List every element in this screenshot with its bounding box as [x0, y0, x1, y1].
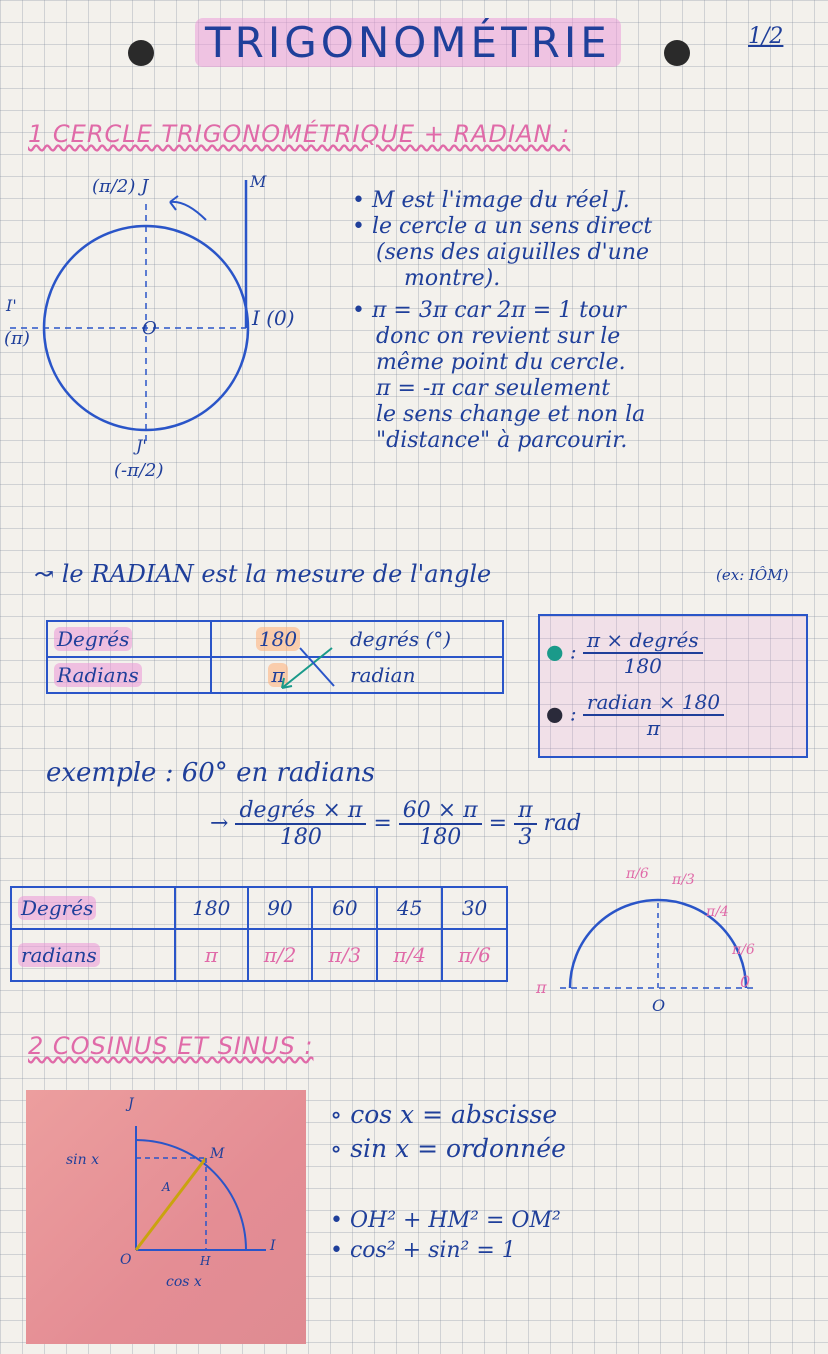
label-top-j: (π/2) J	[92, 176, 149, 197]
diagram-label-sin: sin x	[66, 1152, 100, 1168]
example-calculation: → $\frac{\text{degrés × π}}{180}$ = $\frac{60 \times \pi}{180}$ = $\frac{\pi}{3}$ rad	[210, 798, 582, 850]
page-title: TRIGONOMÉTRIE	[195, 18, 621, 67]
example-f2-num: 60 × π	[399, 798, 482, 825]
note-line: • M est l'image du réel J.	[352, 188, 630, 213]
formula2-numerator: radian × 180	[583, 690, 724, 716]
trig-circle-diagram	[0, 170, 340, 500]
semi-label-pi3: π/3	[672, 872, 695, 888]
section2-identities	[330, 1206, 561, 1266]
note-line: même point du cercle.	[376, 350, 626, 375]
degrees-unit: degrés (°)	[344, 621, 503, 657]
cos-sin-sticky-note	[26, 1090, 306, 1344]
formula1-numerator: π × degrés	[583, 628, 703, 654]
section2-title: 2 COSINUS ET SINUS :	[28, 1032, 314, 1060]
formula-box	[538, 614, 808, 758]
radians-label: Radians	[54, 663, 142, 687]
diagram-label-j: J	[128, 1096, 134, 1112]
diagram-label-m: M	[210, 1146, 225, 1162]
formula1-prefix: :	[569, 639, 577, 664]
pythagoras-identity: • OH² + HM² = OM²	[330, 1208, 561, 1233]
radian-cell: π/3	[312, 929, 377, 981]
radian-cell: π/2	[248, 929, 313, 981]
example-f3-den: 3	[518, 825, 533, 850]
degree-cell: 90	[248, 887, 313, 929]
section1-title: 1 CERCLE TRIGONOMÉTRIQUE + RADIAN :	[28, 120, 571, 148]
radian-cell: π/4	[377, 929, 442, 981]
note-line: "distance" à parcourir.	[376, 428, 628, 453]
cos-note: ∘ cos x = abscisse	[330, 1100, 558, 1129]
radian-cell: π/6	[442, 929, 507, 981]
formula2-prefix: :	[569, 701, 577, 726]
note-line: • π = 3π car 2π = 1 tour	[352, 298, 626, 323]
radians-value: π	[268, 663, 287, 687]
degrees-label: Degrés	[54, 627, 132, 651]
values-degrees-label: Degrés	[18, 896, 96, 920]
values-radians-label: radians	[18, 943, 100, 967]
radians-unit: radian	[344, 657, 503, 693]
label-left-pi: (π)	[4, 328, 30, 349]
degree-cell: 45	[377, 887, 442, 929]
semi-label-pi: π	[536, 978, 547, 997]
bullet-dot-left-icon	[128, 40, 154, 66]
note-line: le sens change et non la	[376, 402, 646, 427]
diagram-label-i: I	[270, 1238, 276, 1254]
diagram-label-cos: cos x	[166, 1274, 202, 1290]
degrees-value: 180	[256, 627, 300, 651]
semi-label-pi6a: π/6	[626, 866, 649, 882]
bullet-dot-right-icon	[664, 40, 690, 66]
diagram-label-h: H	[200, 1254, 211, 1268]
note-line: montre).	[404, 266, 501, 291]
example-f3-num: π	[514, 798, 536, 825]
degree-cell: 30	[442, 887, 507, 929]
degree-cell: 60	[312, 887, 377, 929]
semi-label-zero: 0	[740, 972, 751, 991]
note-line: (sens des aiguilles d'une	[376, 240, 650, 265]
label-left-i: I'	[6, 296, 17, 315]
radian-cell: π	[175, 929, 248, 981]
section2-notes	[330, 1098, 566, 1166]
example-title: exemple : 60° en radians	[46, 758, 375, 788]
values-table	[10, 886, 508, 982]
degree-cell: 180	[175, 887, 248, 929]
section1-notes	[352, 188, 822, 454]
cos-sin-diagram	[26, 1090, 306, 1344]
label-bottom-j: J'	[136, 436, 147, 455]
formula1-denominator: 180	[623, 654, 662, 678]
label-m: M	[250, 172, 267, 191]
label-bottom-value: (-π/2)	[114, 460, 164, 481]
example-f2-den: 180	[419, 825, 462, 850]
note-line: • le cercle a un sens direct	[352, 214, 653, 239]
diagram-label-o: O	[120, 1252, 132, 1268]
page-number: 1/2	[748, 24, 784, 49]
trig-identity: • cos² + sin² = 1	[330, 1238, 516, 1263]
example-unit: rad	[543, 811, 582, 836]
label-origin: O	[142, 318, 157, 339]
example-f1-num: degrés × π	[235, 798, 366, 825]
semi-label-pi4: π/4	[706, 904, 729, 920]
semi-label-pi6b: π/6	[732, 942, 755, 958]
sin-note: ∘ sin x = ordonnée	[330, 1134, 566, 1163]
radian-example: (ex: IÔM)	[716, 566, 789, 584]
radian-definition: ↝ le RADIAN est la mesure de l'angle	[34, 560, 492, 588]
dark-marker-icon: ●	[546, 701, 564, 726]
formula2-denominator: π	[646, 716, 661, 740]
diagram-label-a: A	[162, 1180, 171, 1194]
semi-label-origin: O	[652, 996, 666, 1015]
label-right-i: I (0)	[252, 306, 295, 330]
cross-arrows-icon	[270, 640, 350, 696]
note-line: donc on revient sur le	[376, 324, 621, 349]
note-line: π = -π car seulement	[376, 376, 611, 401]
teal-marker-icon: ●	[546, 639, 564, 664]
example-f1-den: 180	[279, 825, 322, 850]
